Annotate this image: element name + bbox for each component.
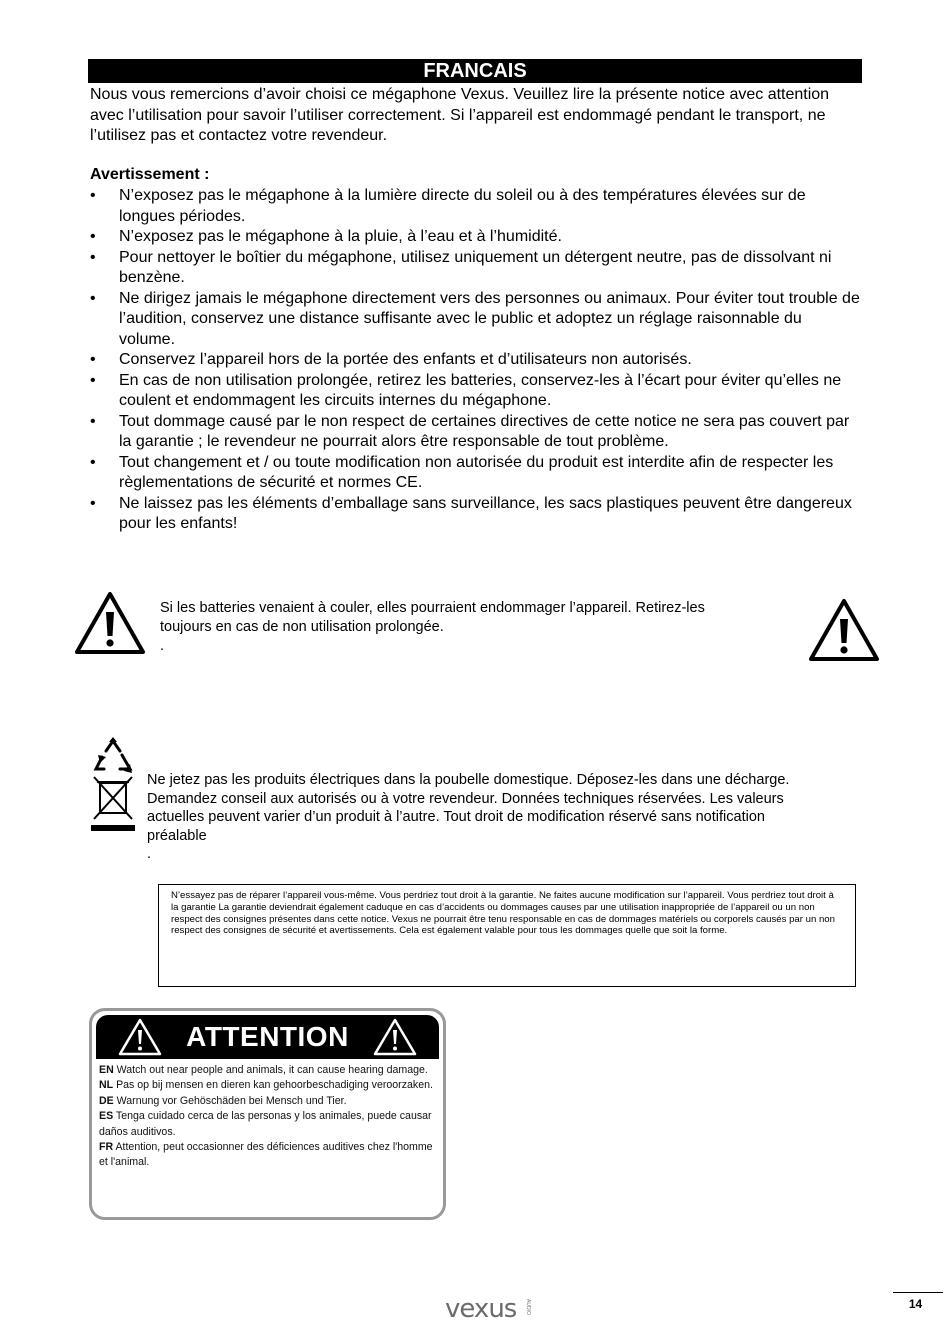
warning-item: • Pour nettoyer le boîtier du mégaphone, utilisez uniquement un détergent neutre, pas de dissolvant ni benzène. — [90, 248, 860, 289]
attention-lang: NL — [99, 1079, 114, 1092]
warning-item: • Ne laissez pas les éléments d’emballage sans surveillance, les sacs plastiques peuvent être dangereux pour les enfants! — [90, 494, 860, 535]
warning-item: • Ne dirigez jamais le mégaphone directement vers des personnes ou animaux. Pour éviter tout trouble de l’audition, conservez une distance suffisante avec le public et adoptez un réglage raisonnable du volume. — [90, 289, 860, 351]
disposal-notice — [147, 771, 867, 864]
attention-lang: ES — [99, 1110, 114, 1123]
warning-item: • En cas de non utilisation prolongée, retirez les batteries, conservez-les à l’écart pour éviter qu’elles ne coulent et endommagent les circuits internes du mégaphone. — [90, 371, 860, 412]
attention-lang: FR — [99, 1141, 114, 1154]
brand-subtitle: AUDIO — [525, 1299, 531, 1315]
attention-body — [99, 1063, 435, 1171]
attention-text: Attention, peut occasionner des déficiences auditives chez l'homme et l'animal. — [99, 1141, 433, 1169]
warnings-list — [90, 186, 860, 535]
disposal-notice-line: . — [147, 846, 152, 862]
section-title: FRANCAIS — [88, 59, 862, 83]
page-number: 14 — [908, 1297, 923, 1311]
disposal-notice-line: actuelles peuvent varier d’un produit à l’autre. Tout droit de modification réservé sans notification — [147, 809, 765, 825]
warning-triangle-icon — [373, 1018, 417, 1056]
battery-notice — [160, 599, 800, 656]
attention-entry — [99, 1094, 435, 1109]
warnings-heading: Avertissement : — [90, 166, 210, 183]
intro-paragraph: Nous vous remercions d’avoir choisi ce mégaphone Vexus. Veuillez lire la présente notice avec attention avec l’utilisation pour savoir l’utiliser correctement. Si l’appareil est endommagé pendant le transport, ne l’utilisez pas et contactez votre revendeur. — [90, 86, 830, 144]
warning-item: • N’exposez pas le mégaphone à la pluie, à l’eau et à l’humidité. — [90, 227, 860, 248]
warning-item: • N’exposez pas le mégaphone à la lumière directe du soleil ou à des températures élevées sur de longues périodes. — [90, 186, 860, 227]
warning-triangle-icon — [808, 597, 880, 663]
attention-header — [96, 1015, 439, 1059]
weee-recycle-icon — [88, 737, 138, 837]
disposal-notice-line: préalable — [147, 827, 207, 844]
attention-lang: DE — [99, 1094, 114, 1107]
battery-notice-line: . — [160, 638, 165, 654]
disposal-notice-line: Ne jetez pas les produits électriques dans la poubelle domestique. Déposez-les dans une décharge. — [147, 772, 790, 788]
attention-entry — [99, 1063, 435, 1078]
disposal-notice-line: Demandez conseil aux autorisés ou à votre revendeur. Données techniques réservées. Les valeurs — [147, 790, 784, 807]
warning-item: • Tout dommage causé par le non respect de certaines directives de cette notice ne sera pas couvert par la garantie ; le revendeur ne pourrait alors être responsable de tout problème. — [90, 412, 860, 453]
attention-entry — [99, 1078, 435, 1093]
attention-entry — [99, 1140, 435, 1171]
warranty-disclaimer-box — [158, 884, 856, 987]
attention-title: ATTENTION — [186, 1021, 349, 1052]
attention-entry — [99, 1109, 435, 1140]
warning-item: • Conservez l’appareil hors de la portée des enfants et d’utilisateurs non autorisés. — [90, 350, 860, 371]
warranty-disclaimer-text: N’essayez pas de réparer l’appareil vous-même. Vous perdriez tout droit à la garantie. Ne faites aucune modification sur l’appareil. Vous perdriez tout droit à la garantie La garantie deviendrait également caduque en cas d’accidents ou dommages causes par une utilisation inappropriée de l’appareil ou un non respect des consignes présentes dans cette notice. Vexus ne pourrait être tenu responsable en cas de dommages matériels ou corporels causés par un non respect des consignes de sécurité et avertissements. Cela est également valable pour tous les dommages quelle que soit la forme. — [171, 890, 835, 937]
attention-text: Warnung vor Gehöschäden bei Mensch und Tier. — [116, 1094, 347, 1107]
footer-divider — [893, 1292, 943, 1293]
attention-sign — [89, 1008, 446, 1220]
attention-text: Pas op bij mensen en dieren kan gehoorbeschadiging veroorzaken. — [116, 1079, 433, 1092]
battery-notice-line: toujours en cas de non utilisation prolongée. — [160, 619, 444, 635]
attention-text: Tenga cuidado cerca de las personas y los animales, puede causar daños auditivos. — [99, 1110, 432, 1138]
battery-notice-line: Si les batteries venaient à couler, elles pourraient endommager l’appareil. Retirez-les — [160, 600, 705, 616]
brand-logo: vexus — [445, 1294, 517, 1324]
warning-item: • Tout changement et / ou toute modification non autorisée du produit est interdite afin de respecter les règlementations de sécurité et normes CE. — [90, 453, 860, 494]
warning-triangle-icon — [74, 590, 146, 656]
attention-text: Watch out near people and animals, it can cause hearing damage. — [116, 1064, 428, 1076]
attention-lang: EN — [99, 1064, 114, 1076]
